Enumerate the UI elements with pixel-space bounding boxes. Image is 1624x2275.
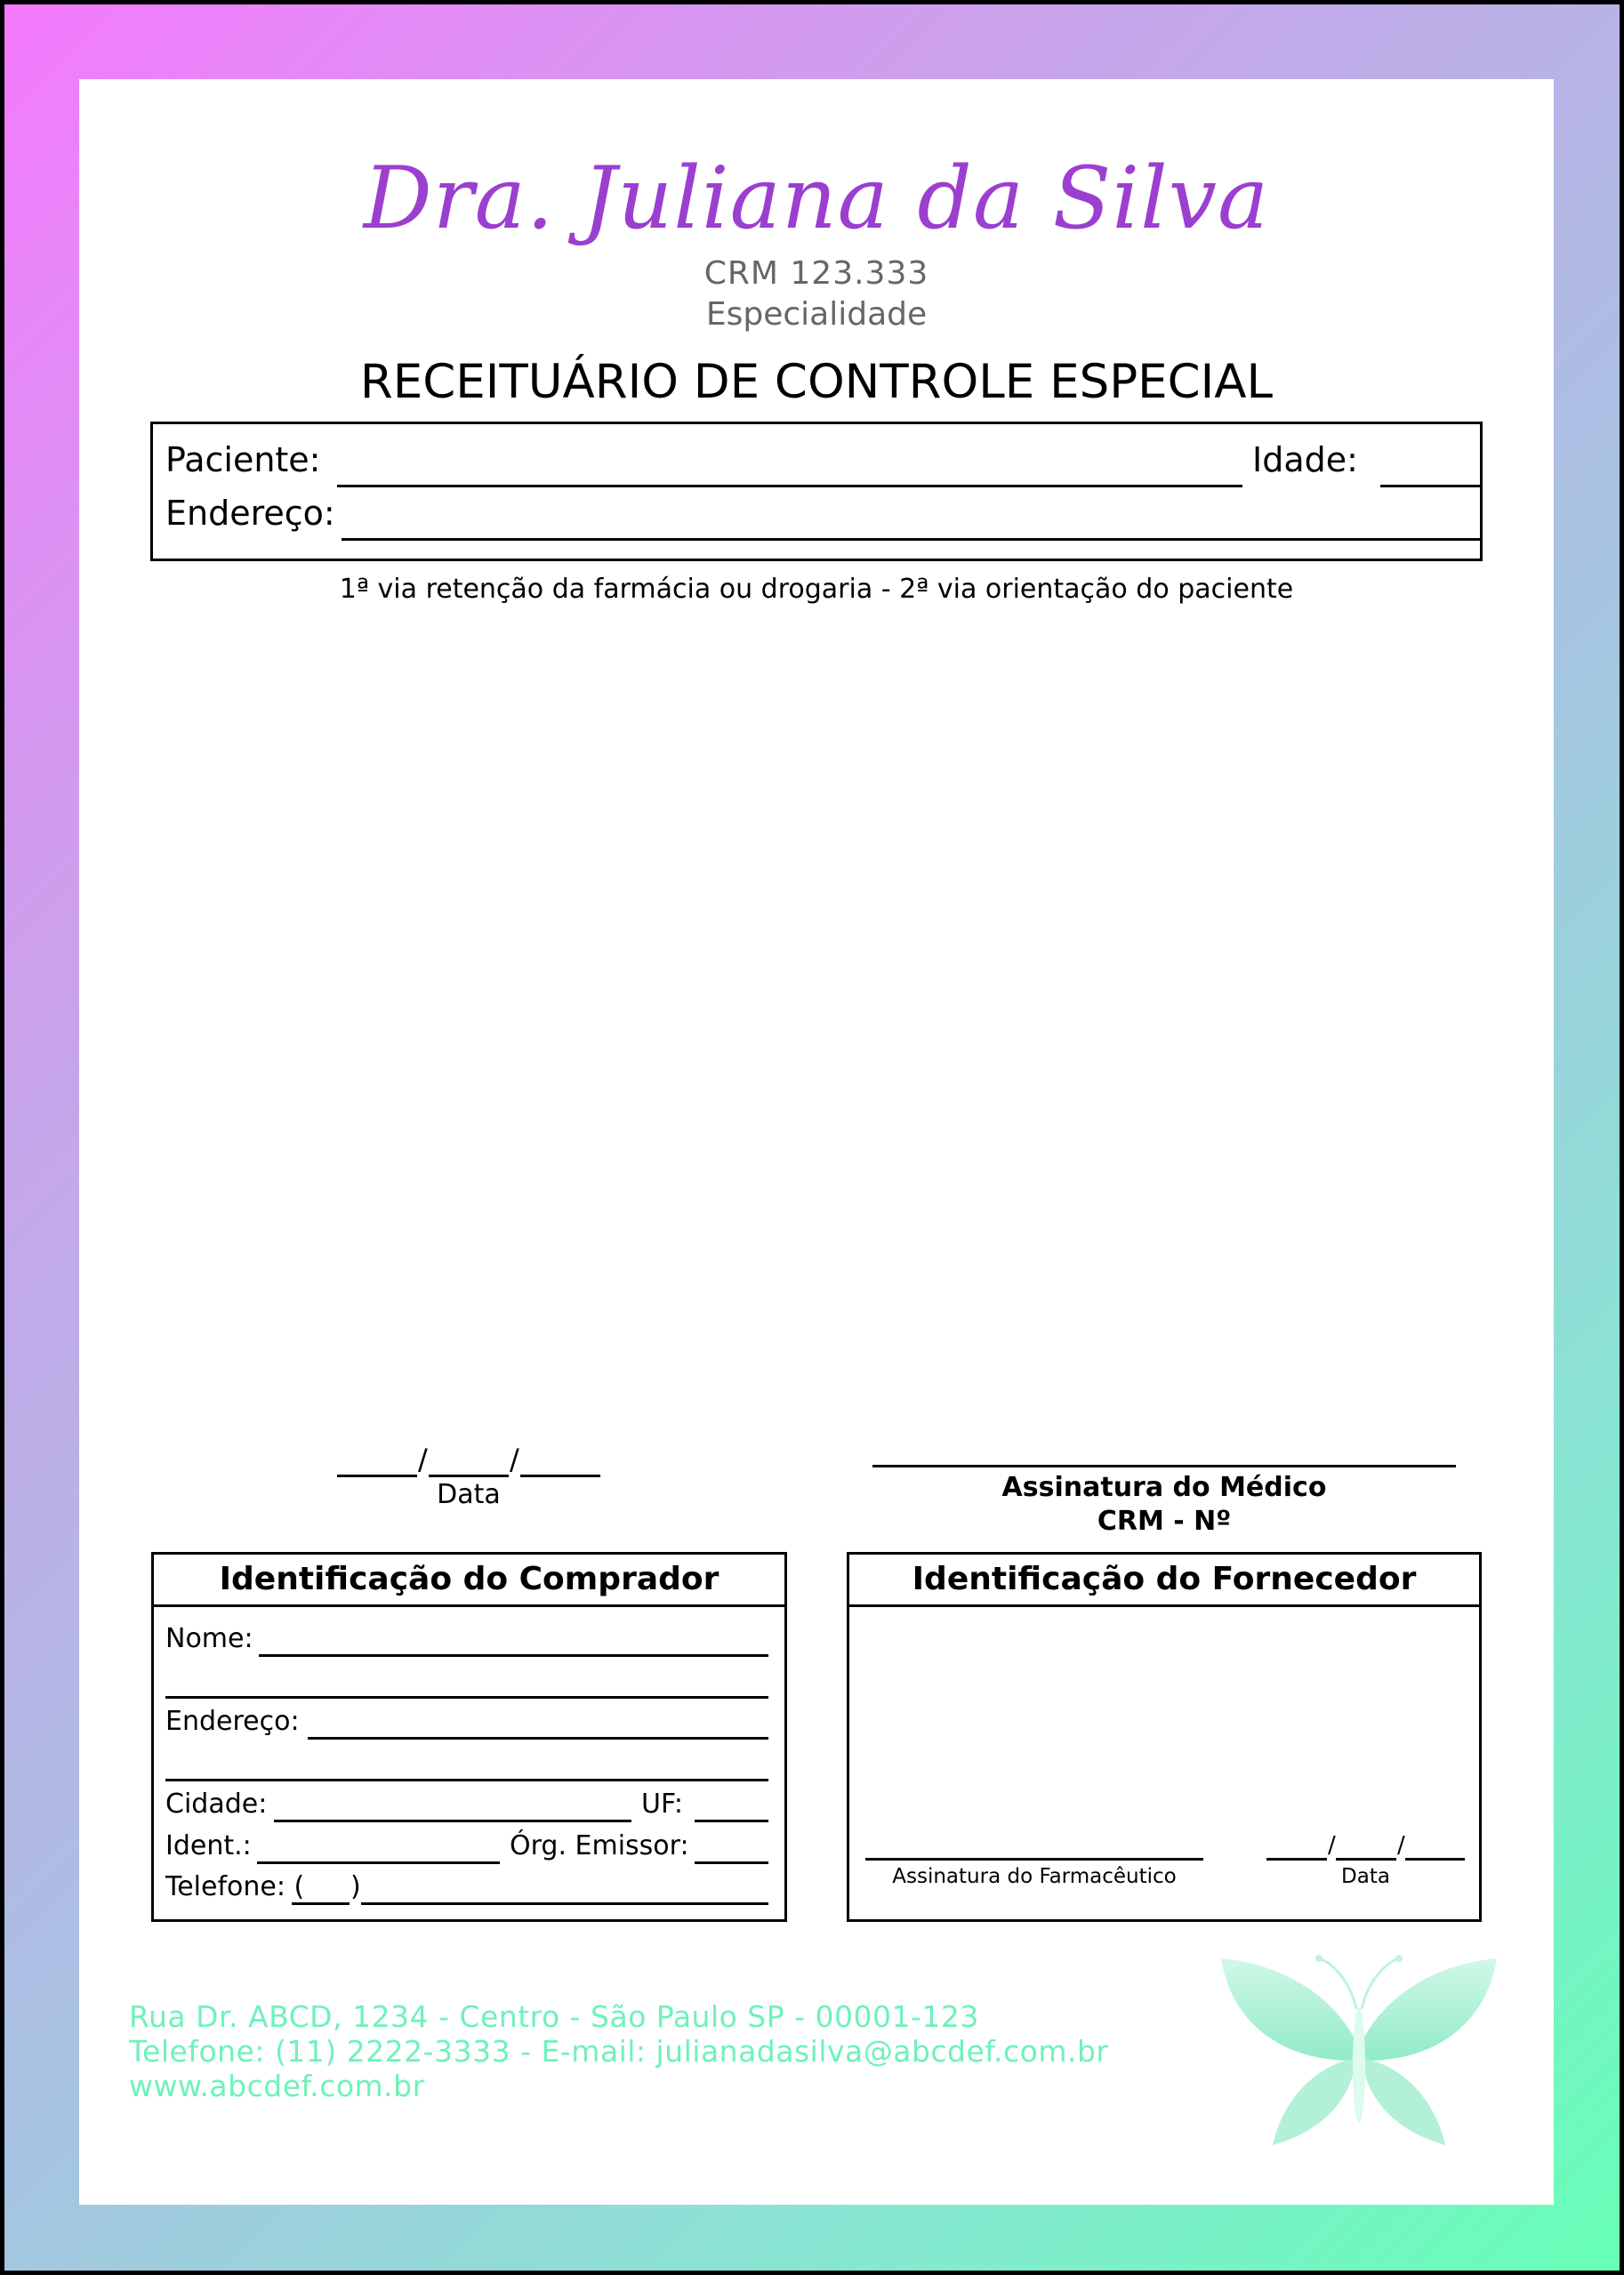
doctor-specialty: Especialidade — [705, 296, 928, 333]
age-field[interactable] — [1380, 485, 1481, 487]
buyer-ident-label: Ident.: — [165, 1830, 252, 1861]
buyer-name-field[interactable] — [259, 1654, 768, 1657]
date-label: Data — [437, 1479, 501, 1510]
buyer-phone-area-field[interactable] — [292, 1902, 350, 1905]
doctor-name: Dra. Juliana da Silva — [363, 149, 1270, 248]
document-title: RECEITUÁRIO DE CONTROLE ESPECIAL — [359, 355, 1274, 409]
buyer-name-label: Nome: — [165, 1623, 253, 1654]
patient-box — [150, 422, 1483, 561]
footer-website[interactable]: www.abcdef.com.br — [129, 2069, 425, 2103]
buyer-phone-field[interactable] — [361, 1902, 768, 1905]
doctor-crm-label: CRM - Nº — [1097, 1506, 1232, 1537]
patient-label: Paciente: — [165, 440, 321, 479]
supplier-date-label: Data — [1341, 1865, 1390, 1888]
prescription-sheet — [79, 79, 1554, 2205]
via-note: 1ª via retenção da farmácia ou drogaria - 2ª via orientação do paciente — [339, 574, 1294, 605]
footer-address: Rua Dr. ABCD, 1234 - Centro - São Paulo SP - 00001-123 — [129, 1999, 979, 2034]
buyer-issuer-label: Órg. Emissor: — [510, 1830, 689, 1861]
doctor-signature-line[interactable] — [872, 1465, 1456, 1467]
supplier-date-field[interactable]: / / — [1266, 1832, 1465, 1862]
footer-contact: Telefone: (11) 2222-3333 - E-mail: julianadasilva@abcdef.com.br — [129, 2034, 1109, 2069]
buyer-issuer-field[interactable] — [695, 1861, 768, 1864]
buyer-title: Identificação do Comprador — [154, 1555, 784, 1607]
supplier-box — [847, 1552, 1482, 1922]
pharmacist-signature-label: Assinatura do Farmacêutico — [892, 1865, 1177, 1888]
buyer-address-field[interactable] — [308, 1737, 768, 1740]
age-label: Idade: — [1252, 440, 1358, 479]
buyer-ident-field[interactable] — [257, 1861, 500, 1864]
patient-field[interactable] — [337, 485, 1242, 487]
buyer-uf-label: UF: — [641, 1789, 683, 1820]
supplier-title: Identificação do Fornecedor — [849, 1555, 1479, 1607]
buyer-phone-label: Telefone: ( — [165, 1871, 305, 1902]
buyer-phone-close: ) — [350, 1871, 361, 1902]
address-field[interactable] — [342, 538, 1481, 541]
buyer-city-label: Cidade: — [165, 1789, 268, 1820]
buyer-name-field-2[interactable] — [165, 1696, 768, 1699]
buyer-uf-field[interactable] — [695, 1820, 768, 1822]
doctor-crm: CRM 123.333 — [703, 255, 929, 292]
buyer-city-field[interactable] — [274, 1820, 631, 1822]
pharmacist-signature-line[interactable] — [865, 1858, 1203, 1861]
buyer-address-label: Endereço: — [165, 1706, 300, 1737]
buyer-box — [151, 1552, 787, 1922]
buyer-address-field-2[interactable] — [165, 1779, 768, 1781]
doctor-signature-label: Assinatura do Médico — [1001, 1472, 1327, 1503]
address-label: Endereço: — [165, 494, 335, 533]
date-field[interactable]: / / — [337, 1443, 600, 1478]
butterfly-logo-icon — [1221, 1954, 1497, 2150]
